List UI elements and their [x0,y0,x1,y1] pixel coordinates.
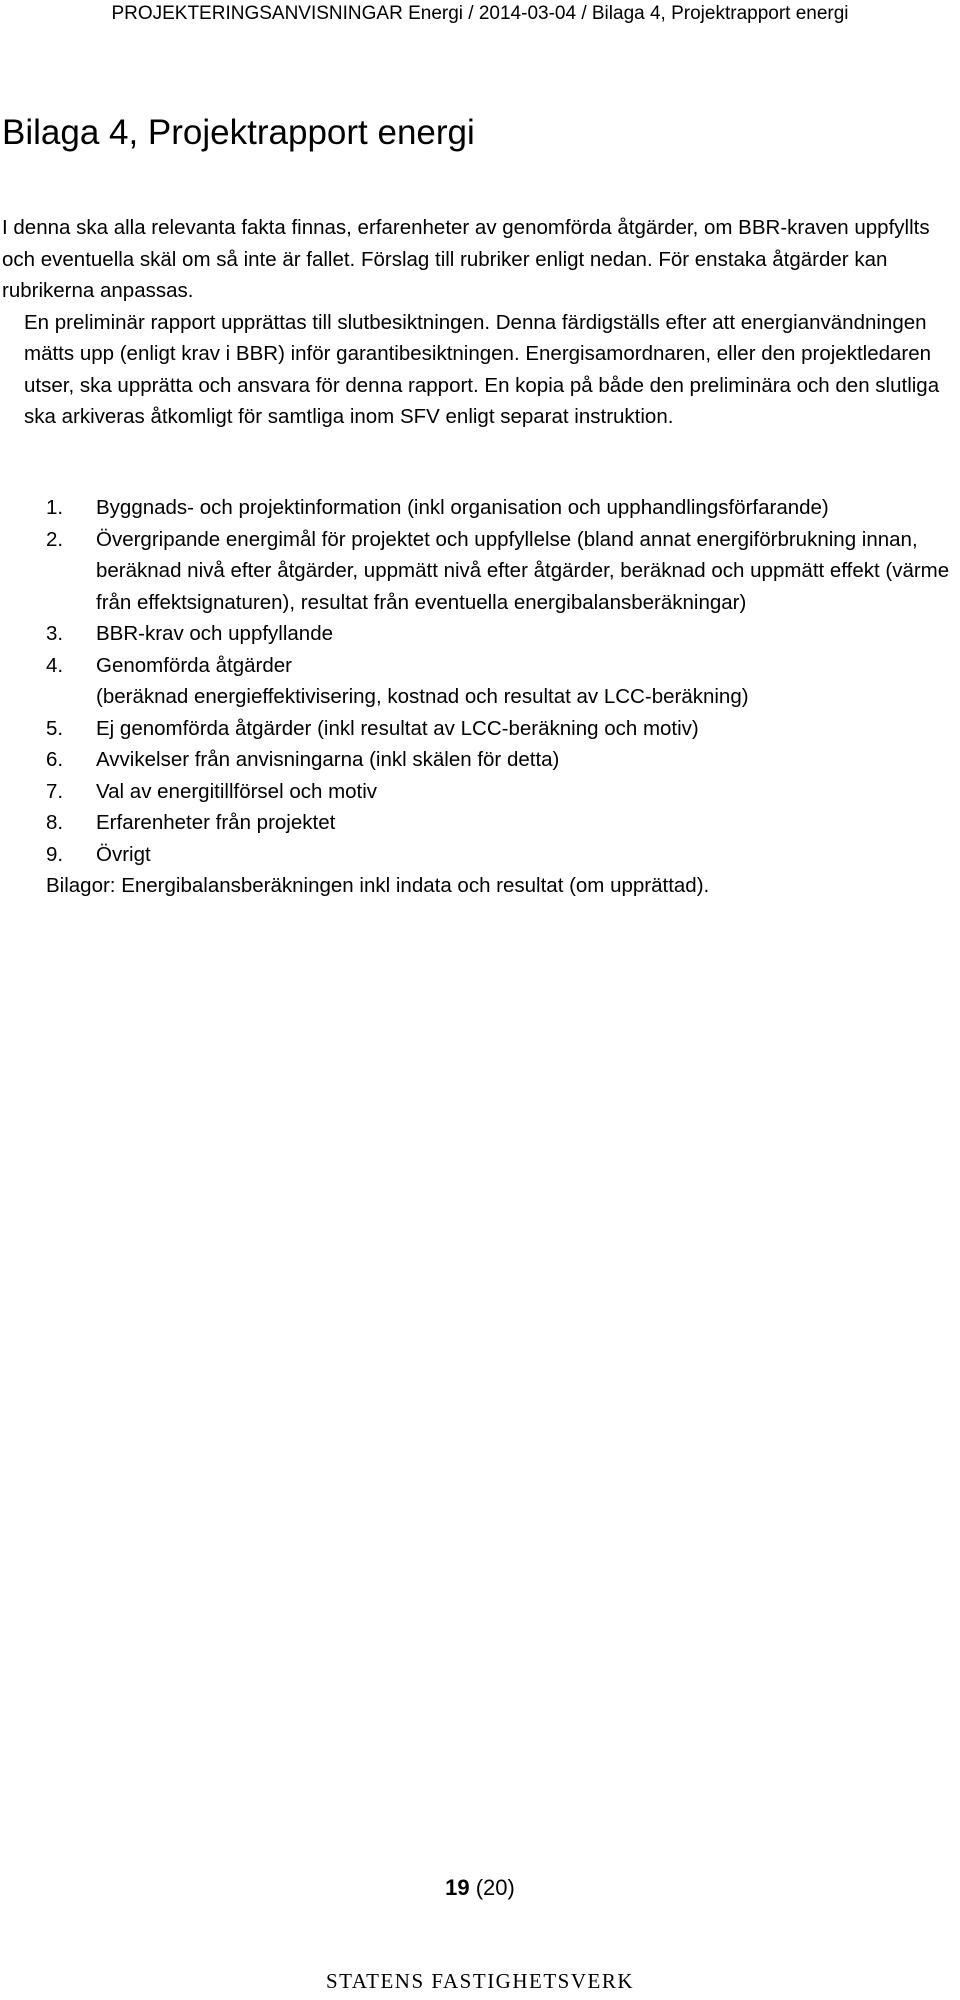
outline-item-subtext: (beräknad energieffektivisering, kostnad och resultat av LCC-beräkning) [96,685,749,708]
outline-item [46,744,958,776]
outline-item-text: Val av energitillförsel och motiv [96,779,378,803]
outline-item [46,807,958,839]
running-header: PROJEKTERINGSANVISNINGAR Energi / 2014-03-04 / Bilaga 4, Projektrapport energi [111,3,849,24]
outline-item-number: 8. [46,811,64,834]
outline-item-text: Övergripande energimål för projektet och uppfyllelse (bland annat energiförbrukning innan, beräknad nivå efter åtgärder, uppmätt nivå efter åtgärder, beräknad och uppmätt effekt (värme från effektsignaturen), resultat från eventuella energibalansberäkningar) [96,527,950,614]
outline-item-text: Avvikelser från anvisningarna (inkl skälen för detta) [96,748,560,771]
intro-paragraph-1: I denna ska alla relevanta fakta finnas, erfarenheter av genomförda åtgärder, om BBR-kraven uppfyllts och eventuella skäl om så inte är fallet. Förslag till rubriker enligt nedan. För enstaka åtgärder kan rubrikerna anpassas. [2,216,930,302]
page-current: 19 [445,1875,470,1900]
page-number [0,1874,960,1902]
outline-item-number: 1. [46,496,64,519]
outline-item [46,618,958,650]
outline-item [46,650,958,713]
outline-item [46,776,958,808]
intro-paragraph-2: En preliminär rapport upprättas till slutbesiktningen. Denna färdigställs efter att energianvändningen mätts upp (enligt krav i BBR) inför garantibesiktningen. Energisamordnaren, eller den projektledaren utser, ska upprätta och ansvara för denna rapport. En kopia på både den preliminära och den slutliga ska arkiveras åtkomligt för samtliga inom SFV enligt separat instruktion. [24,310,940,428]
attachments-note: Bilagor: Energibalansberäkningen inkl indata och resultat (om upprättad). [46,874,710,897]
outline-item-number: 3. [46,622,64,645]
outline-item-number: 4. [46,653,64,677]
footer-logo: STATENS FASTIGHETSVERK [325,1969,635,1993]
outline-item-number: 7. [46,779,64,803]
report-outline [46,492,958,902]
outline-item [46,524,958,619]
outline-item-number: 5. [46,716,64,740]
outline-item [46,713,958,745]
outline-item [46,492,958,524]
outline-item-text: Erfarenheter från projektet [96,811,336,834]
outline-item-text: Byggnads- och projektinformation (inkl organisation och upphandlingsförfarande) [96,496,829,519]
outline-item-number: 6. [46,748,64,771]
outline-item-number: 9. [46,842,64,866]
outline-item-text: Genomförda åtgärder [96,653,293,677]
outline-item-text: BBR-krav och uppfyllande [96,622,334,645]
outline-item-content [96,650,958,713]
outline-item [46,839,958,871]
outline-item-text: Övrigt [96,842,151,866]
page-total: (20) [475,1875,515,1900]
intro-text [2,212,957,433]
outline-item-text: Ej genomförda åtgärder (inkl resultat av LCC-beräkning och motiv) [96,716,699,740]
outline-item-number: 2. [46,527,64,551]
page-title: Bilaga 4, Projektrapport energi [2,113,475,152]
